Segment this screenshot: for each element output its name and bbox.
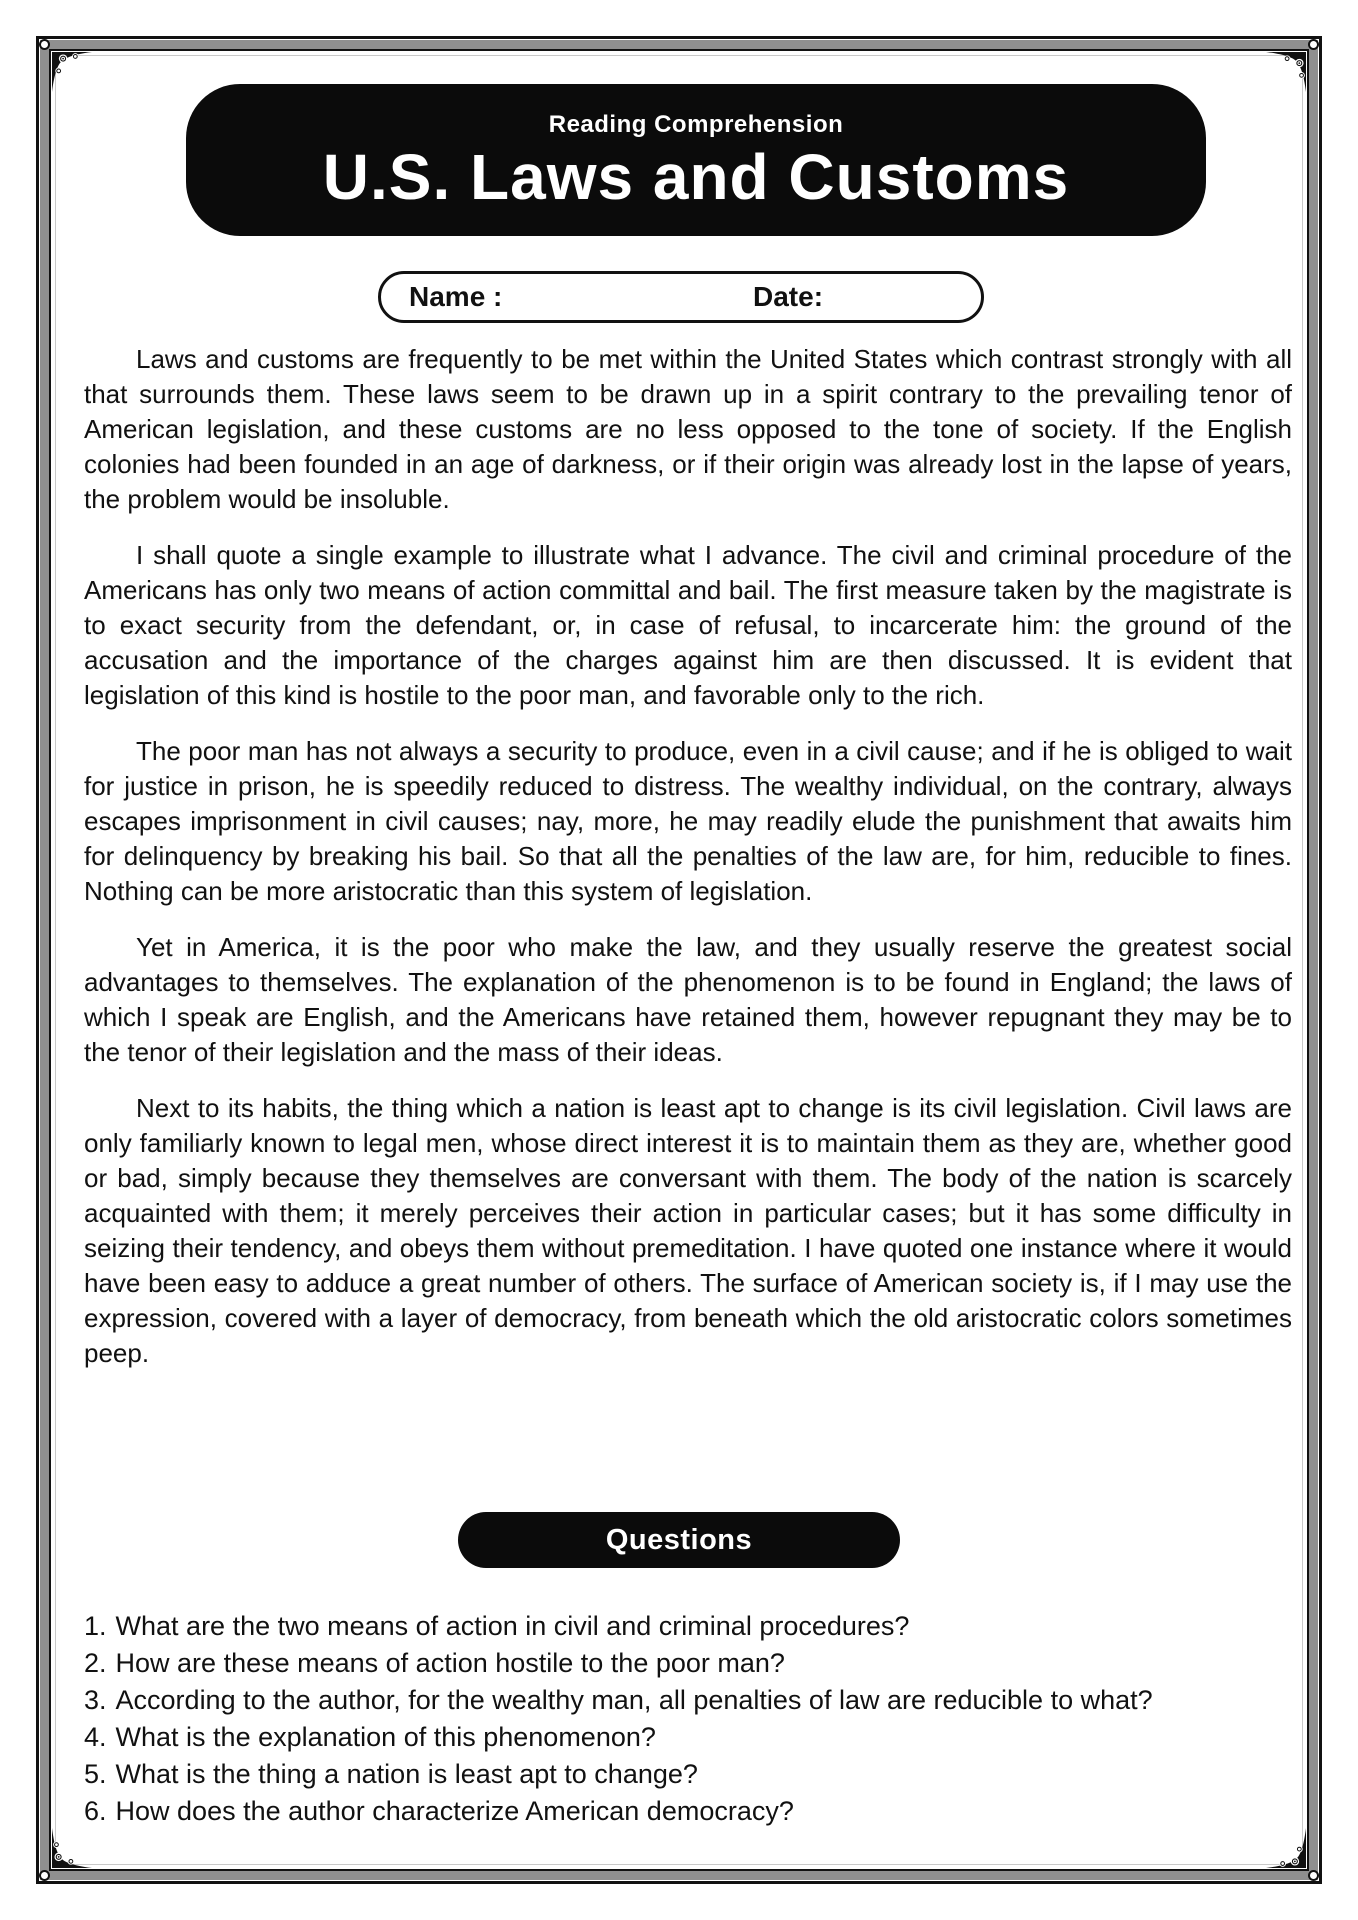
question-number: 2.: [84, 1648, 107, 1678]
question-item: [84, 1608, 1299, 1645]
page-title: U.S. Laws and Customs: [322, 141, 1070, 213]
title-card: [186, 84, 1206, 236]
name-input-area[interactable]: [509, 280, 739, 314]
question-text: How are these means of action hostile to the poor man?: [115, 1648, 785, 1678]
question-number: 3.: [84, 1685, 107, 1715]
name-date-field: [378, 271, 984, 323]
corner-dot-icon: [39, 1870, 50, 1881]
worksheet-subtitle: Reading Comprehension: [548, 111, 844, 138]
corner-flourish-icon: [52, 52, 92, 92]
passage-paragraph: Next to its habits, the thing which a nation is least apt to change is its civil legislation. Civil laws are only familiarly known to legal men, whose direct interest it is to maintain them as they are, whether good or bad, simply because they themselves are conversant with them. The body of the nation is scarcely acquainted with them; it merely perceives their action in particular cases; but it has some difficulty in seizing their tendency, and obeys them without premeditation. I have quoted one instance where it would have been easy to adduce a great number of others. The surface of American society is, if I may use the expression, covered with a layer of democracy, from beneath which the old aristocratic colors sometimes peep.: [84, 1093, 1292, 1368]
passage-paragraph: Yet in America, it is the poor who make the law, and they usually reserve the greatest social advantages to themselves. The explanation of the phenomenon is to be found in England; the laws of which I speak are English, and the Americans have retained them, however repugnant they may be to the tenor of their legislation and the mass of their ideas.: [84, 932, 1292, 1067]
passage-paragraph: Laws and customs are frequently to be met within the United States which contrast strongly with all that surrounds them. These laws seem to be drawn up in a spirit contrary to the prevailing tenor of American legislation, and these customs are no less opposed to the tone of society. If the English colonies had been founded in an age of darkness, or if their origin was already lost in the lapse of years, the problem would be insoluble.: [84, 344, 1292, 514]
corner-flourish-icon: [52, 1828, 92, 1868]
question-item: [84, 1682, 1299, 1719]
question-item: [84, 1793, 1299, 1830]
question-item: [84, 1756, 1299, 1793]
corner-dot-icon: [39, 39, 50, 50]
date-label: Date:: [753, 281, 824, 312]
question-number: 5.: [84, 1759, 107, 1789]
passage-paragraph: I shall quote a single example to illustrate what I advance. The civil and criminal procedure of the Americans has only two means of action committal and bail. The first measure taken by the magistrate is to exact security from the defendant, or, in case of refusal, to incarcerate him: the ground of the accusation and the importance of the charges against him are then discussed. It is evident that legislation of this kind is hostile to the poor man, and favorable only to the rich.: [84, 540, 1292, 710]
question-text: What are the two means of action in civil and criminal procedures?: [115, 1611, 910, 1641]
reading-passage: [84, 342, 1292, 1392]
question-text: How does the author characterize American democracy?: [115, 1796, 794, 1826]
questions-list: [84, 1608, 1299, 1830]
question-item: [84, 1645, 1299, 1682]
question-number: 6.: [84, 1796, 107, 1826]
question-number: 1.: [84, 1611, 107, 1641]
corner-flourish-icon: [1266, 52, 1306, 92]
question-text: According to the author, for the wealthy man, all penalties of law are reducible to what?: [115, 1685, 1153, 1715]
question-text: What is the thing a nation is least apt to change?: [115, 1759, 698, 1789]
corner-dot-icon: [1308, 1870, 1319, 1881]
date-input-area[interactable]: [829, 280, 969, 314]
passage-paragraph: The poor man has not always a security to produce, even in a civil cause; and if he is obliged to wait for justice in prison, he is speedily reduced to distress. The wealthy individual, on the contrary, always escapes imprisonment in civil causes; nay, more, he may readily elude the punishment that awaits him for delinquency by breaking his bail. So that all the penalties of the law are, for him, reducible to fines. Nothing can be more aristocratic than this system of legislation.: [84, 736, 1292, 906]
name-label: Name :: [409, 281, 503, 312]
question-number: 4.: [84, 1722, 107, 1752]
questions-heading: Questions: [605, 1523, 753, 1556]
corner-flourish-icon: [1266, 1828, 1306, 1868]
question-text: What is the explanation of this phenomenon?: [115, 1722, 656, 1752]
corner-dot-icon: [1308, 39, 1319, 50]
question-item: [84, 1719, 1299, 1756]
questions-heading-badge: [458, 1512, 900, 1568]
